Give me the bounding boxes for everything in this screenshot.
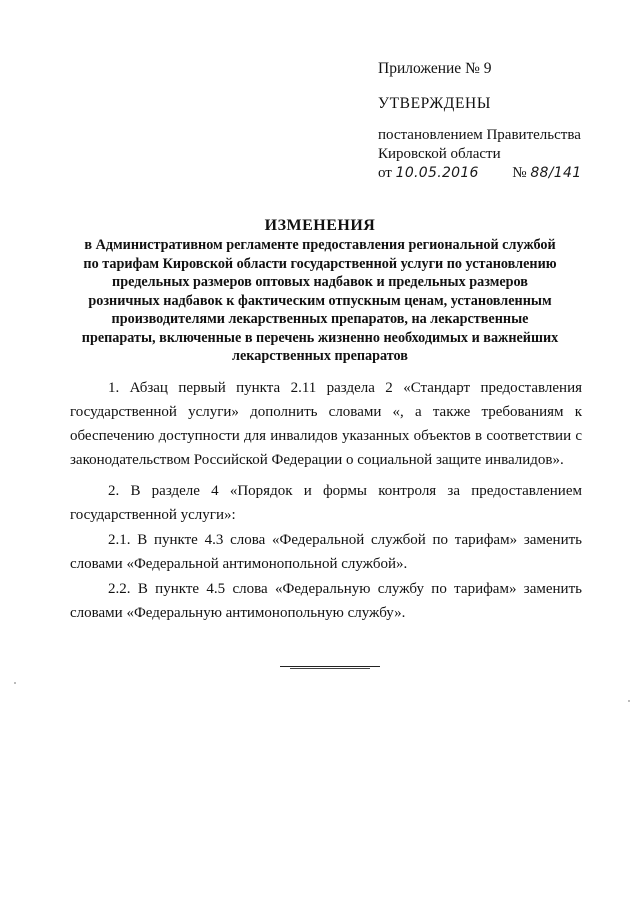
approved-label: УТВЕРЖДЕНЫ xyxy=(378,95,491,112)
number-prefix: № xyxy=(512,165,527,181)
subtitle-line: в Административном регламенте предоставления региональной службой xyxy=(84,237,556,253)
handwritten-number: 88/141 xyxy=(530,165,582,181)
end-divider xyxy=(280,666,380,667)
subtitle-line: по тарифам Кировской области государственной услуги по установлению xyxy=(83,255,557,272)
handwritten-date: 10.05.2016 xyxy=(395,165,479,181)
subtitle-line: лекарственных препаратов xyxy=(232,348,408,364)
subtitle-line: производителями лекарственных препаратов, на лекарственные xyxy=(111,311,529,327)
decree-line-1: постановлением Правительства xyxy=(378,127,581,143)
scan-artifact xyxy=(14,682,16,684)
paragraph-1: 1. Абзац первый пункта 2.11 раздела 2 «Стандарт предоставления государственной услуги» дополнить словами «, а также требованиям к обеспечению доступности для инвалидов указанных объектов в соответствии с законодательством Российской Федерации о социальной защите инвалидов». xyxy=(70,380,582,468)
end-divider-underline xyxy=(290,668,370,669)
scan-artifact xyxy=(628,700,630,702)
paragraph-2-1: 2.1. В пункте 4.3 слова «Федеральной службой по тарифам» заменить словами «Федеральной антимонопольной службой». xyxy=(70,532,582,572)
subtitle-line: розничных надбавок к фактическим отпускным ценам, установленным xyxy=(88,292,552,309)
subtitle-line: препараты, включенные в перечень жизненно необходимых и важнейших xyxy=(81,329,559,346)
document-title: ИЗМЕНЕНИЯ xyxy=(264,217,376,234)
paragraph-2: 2. В разделе 4 «Порядок и формы контроля за предоставлением государственной услуги»: xyxy=(70,483,582,523)
decree-date-number-line xyxy=(378,165,581,182)
appendix-number: Приложение № 9 xyxy=(378,60,492,77)
decree-line-2: Кировской области xyxy=(378,146,501,162)
date-prefix: от xyxy=(378,165,392,181)
subtitle-line: предельных размеров оптовых надбавок и предельных размеров xyxy=(112,274,528,290)
paragraph-2-2: 2.2. В пункте 4.5 слова «Федеральную службу по тарифам» заменить словами «Федеральную антимонопольную службу». xyxy=(70,581,582,621)
document-subtitle xyxy=(40,236,600,366)
